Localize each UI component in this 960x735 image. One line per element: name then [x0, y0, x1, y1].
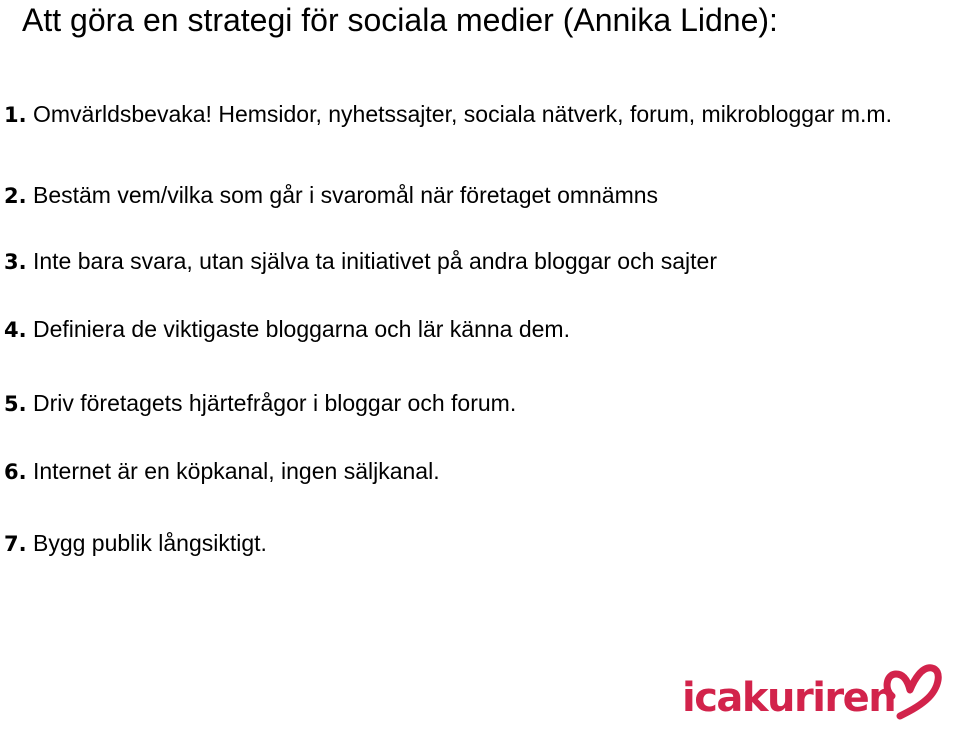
list-item-4: [4, 312, 570, 347]
logo-text: icakuriren: [682, 675, 896, 721]
list-item-6: [4, 454, 440, 489]
list-item-number: 4.: [4, 318, 27, 342]
icakuriren-logo: [682, 664, 952, 724]
list-item-text: Internet är en köpkanal, ingen säljkanal.: [32, 458, 440, 484]
list-item-text: Inte bara svara, utan själva ta initiativet på andra bloggar och sajter: [32, 248, 717, 274]
list-item-3: [4, 244, 717, 279]
list-item-text: Driv företagets hjärtefrågor i bloggar och forum.: [32, 390, 517, 416]
list-item-text: Omvärldsbevaka! Hemsidor, nyhetssajter, sociala nätverk, forum, mikrobloggar m.m.: [32, 101, 892, 127]
list-item-number: 1.: [4, 103, 27, 127]
slide-title: Att göra en strategi för sociala medier (Annika Lidne):: [22, 2, 778, 38]
heart-icon: [882, 660, 944, 722]
list-item-number: 2.: [4, 184, 27, 208]
list-item-text: Bestäm vem/vilka som går i svaromål när företaget omnämns: [32, 182, 659, 208]
list-item-number: 5.: [4, 392, 27, 416]
list-item-text: Definiera de viktigaste bloggarna och lär känna dem.: [32, 316, 570, 342]
list-item-7: [4, 526, 267, 561]
list-item-5: [4, 386, 516, 421]
list-item-number: 3.: [4, 250, 27, 274]
list-item-number: 7.: [4, 532, 27, 556]
list-item-2: [4, 178, 658, 213]
list-item-1: [4, 97, 904, 132]
list-item-number: 6.: [4, 460, 27, 484]
list-item-text: Bygg publik långsiktigt.: [32, 530, 267, 556]
